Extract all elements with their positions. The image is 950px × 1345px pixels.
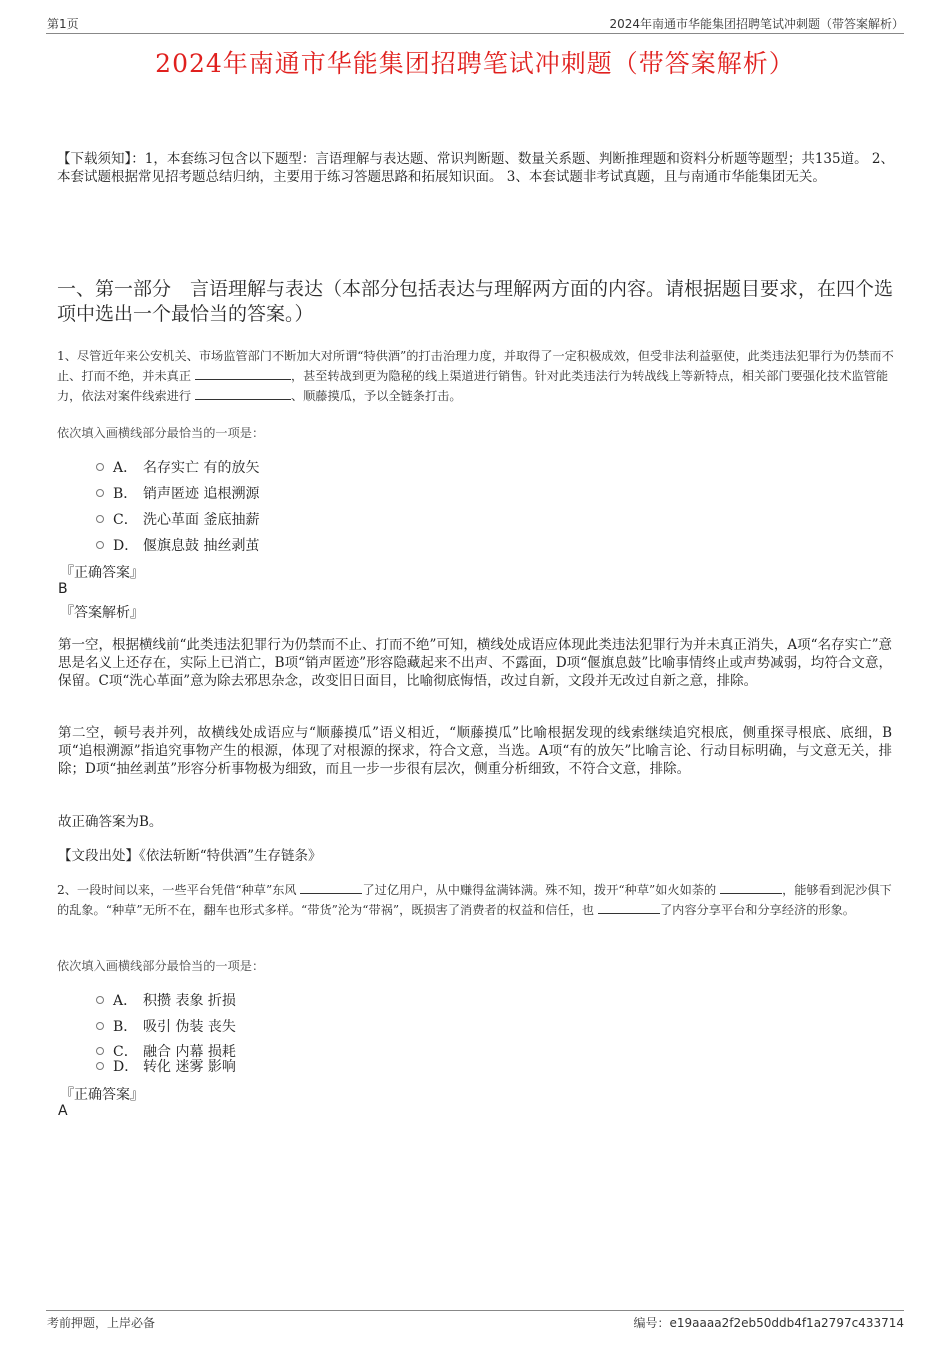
answer-value: A — [58, 1103, 68, 1119]
question-2-text: 2、一段时间以来，一些平台凭借“种草”东风 了过亿用户，从中赚得盆满钵满。殊不知，拨开“种草”如火如荼的 ，能够看到泥沙俱下的乱象。“种草”无所不在，翻车也形式多样。“带货”沦为“带祸”，既损害了消费者的权益和信任，也 了内容分享平台和分享经济的形象。 — [57, 883, 892, 917]
footer-code: 编号：e19aaaa2f2eb50ddb4f1a2797c433714 — [633, 1316, 904, 1330]
blank-line — [720, 881, 782, 894]
page-number: 第1页 — [47, 17, 79, 31]
blank-line — [195, 367, 291, 380]
blank-line — [300, 881, 362, 894]
analysis-conclusion: 故正确答案为B。 — [58, 814, 163, 830]
radio-icon[interactable] — [96, 489, 104, 497]
header-divider — [46, 33, 904, 34]
section-heading: 一、第一部分 言语理解与表达（本部分包括表达与理解两方面的内容。请根据题目要求，在四个选项中选出一个最恰当的答案。） — [57, 278, 894, 325]
radio-icon[interactable] — [96, 463, 104, 471]
question-2-option-c[interactable]: C． 融合 内幕 损耗 — [96, 1041, 236, 1061]
question-1-option-c[interactable]: C． 洗心革面 釜底抽薪 — [96, 509, 259, 529]
question-1-option-a[interactable]: A． 名存实亡 有的放矢 — [96, 457, 259, 477]
answer-label: 『正确答案』 — [60, 565, 144, 581]
question-2-option-a[interactable]: A． 积攒 表象 折损 — [96, 990, 236, 1010]
question-1-instruction: 依次填入画横线部分最恰当的一项是： — [57, 426, 265, 440]
radio-icon[interactable] — [96, 1062, 104, 1070]
blank-line — [598, 901, 660, 914]
radio-icon[interactable] — [96, 515, 104, 523]
analysis-paragraph-1: 第一空，根据横线前“此类违法犯罪行为仍禁而不止、打而不绝”可知，横线处成语应体现此类违法犯罪行为并未真正消失，A项“名存实亡”意思是名义上还存在，实际上已消亡，B项“销声匿迹”形容隐藏起来不出声、不露面，D项“偃旗息鼓”比喻事情终止或声势减弱，均符合文意，保留。C项“洗心革面”意为除去邪思杂念，改变旧日面目，比喻彻底悔悟，改过自新，文段并无改过自新之意，排除。 — [58, 637, 892, 689]
question-1-option-d[interactable]: D． 偃旗息鼓 抽丝剥茧 — [96, 535, 259, 555]
question-2-instruction: 依次填入画横线部分最恰当的一项是： — [57, 959, 265, 973]
question-2-option-d[interactable]: D． 转化 迷雾 影响 — [96, 1056, 236, 1076]
radio-icon[interactable] — [96, 1047, 104, 1055]
blank-line — [195, 387, 291, 400]
download-notice: 【下载须知】：1，本套练习包含以下题型：言语理解与表达题、常识判断题、数量关系题、判断推理题和资料分析题等题型；共135道。 2、本套试题根据常见招考题总结归纳，主要用于练习答题思路和拓展知识面。 3、本套试题非考试真题，且与南通市华能集团无关。 — [57, 151, 894, 185]
passage-source: 【文段出处】《依法斩断“特供酒”生存链条》 — [58, 848, 322, 864]
answer-value: B — [58, 581, 68, 597]
footer-divider — [46, 1310, 904, 1311]
question-1-text: 1、尽管近年来公安机关、市场监管部门不断加大对所谓“特供酒”的打击治理力度，并取得了一定积极成效，但受非法利益驱使，此类违法犯罪行为仍禁而不止、打而不绝，并未真正 ，甚至转战到更为隐秘的线上渠道进行销售。针对此类违法行为转战线上等新特点，相关部门要强化技术监管能力，依法对案件线索进行 、顺藤摸瓜，予以全链条打击。 — [57, 349, 894, 403]
analysis-paragraph-2: 第二空，顿号表并列，故横线处成语应与“顺藤摸瓜”语义相近，“顺藤摸瓜”比喻根据发现的线索继续追究根底，侧重探寻根底、底细，B项“追根溯源”指追究事物产生的根源，体现了对根源的探求，符合文意，当选。A项“有的放矢”比喻言论、行动目标明确，与文意无关，排除；D项“抽丝剥茧”形容分析事物极为细致，而且一步一步很有层次，侧重分析细致，不符合文意，排除。 — [58, 725, 892, 777]
radio-icon[interactable] — [96, 996, 104, 1004]
question-2-option-b[interactable]: B． 吸引 伪装 丧失 — [96, 1016, 236, 1036]
question-1-option-b[interactable]: B． 销声匿迹 追根溯源 — [96, 483, 259, 503]
page-title: 2024年南通市华能集团招聘笔试冲刺题（带答案解析） — [155, 49, 795, 78]
radio-icon[interactable] — [96, 541, 104, 549]
answer-label: 『正确答案』 — [60, 1087, 144, 1103]
footer-slogan: 考前押题，上岸必备 — [47, 1316, 156, 1330]
header-doc-title: 2024年南通市华能集团招聘笔试冲刺题（带答案解析） — [609, 17, 904, 31]
radio-icon[interactable] — [96, 1022, 104, 1030]
analysis-label: 『答案解析』 — [60, 605, 144, 621]
